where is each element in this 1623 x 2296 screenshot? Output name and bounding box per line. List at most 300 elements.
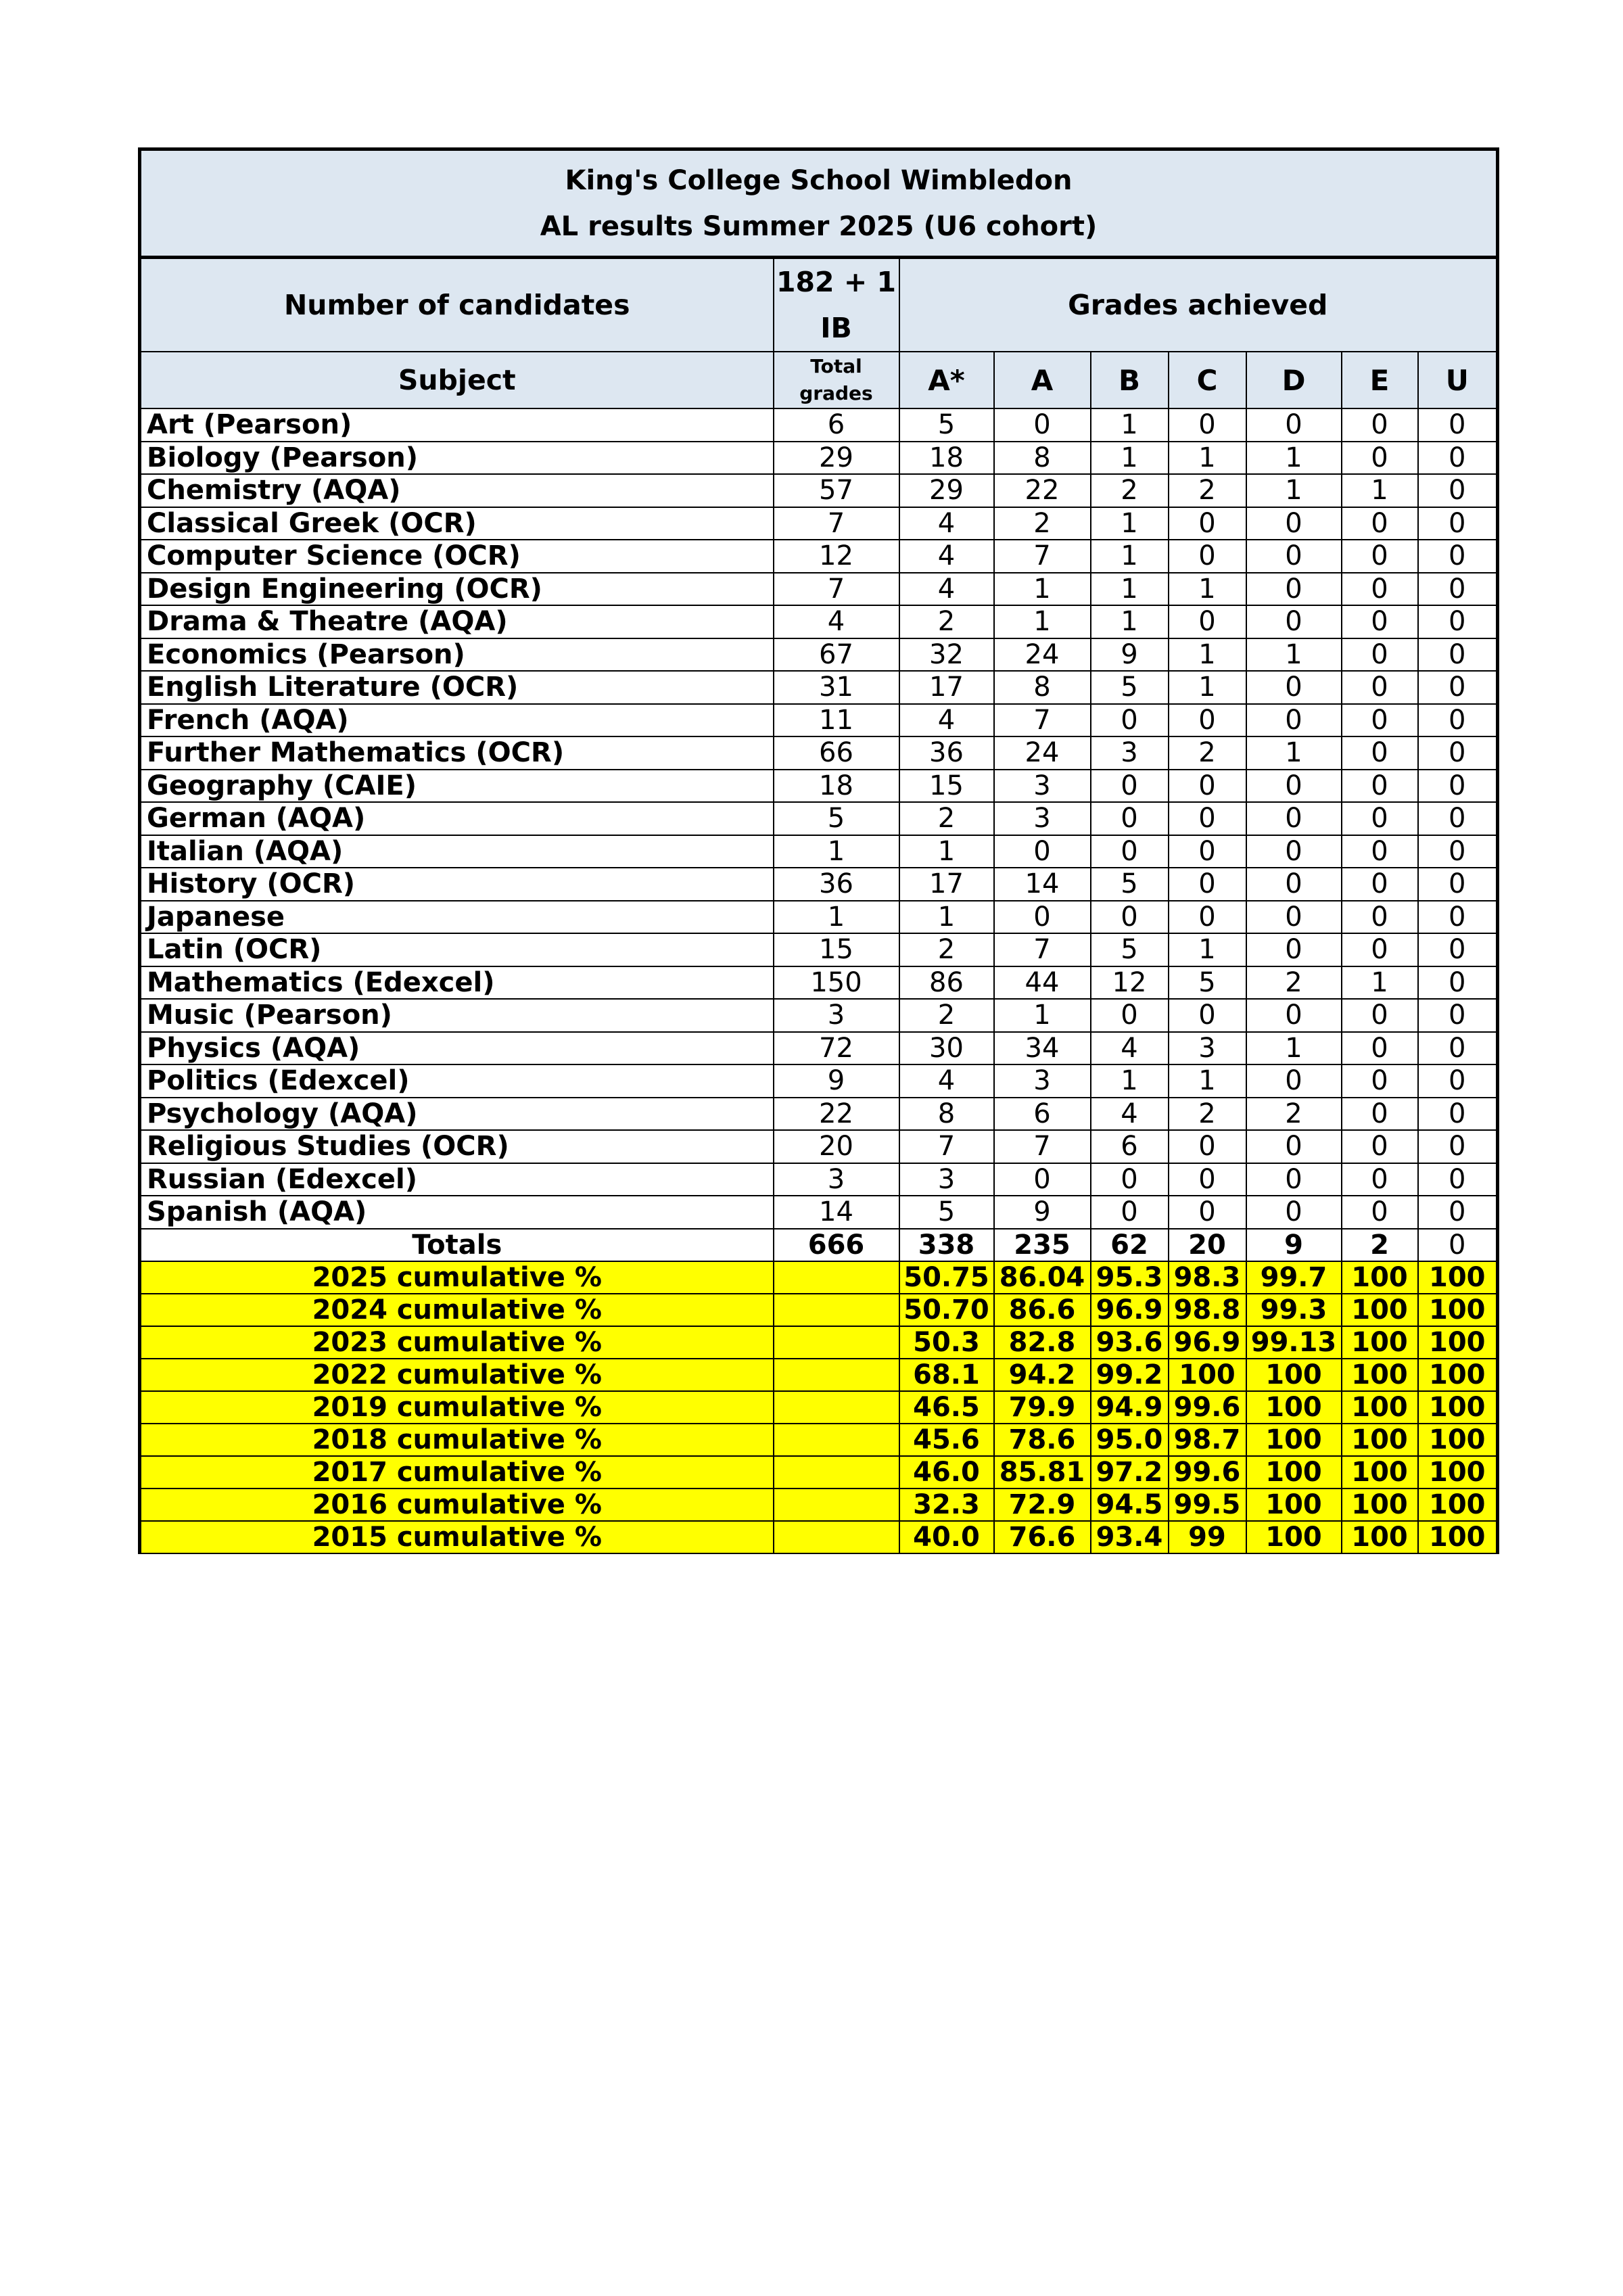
grade-count-d: 0 bbox=[1246, 802, 1342, 835]
cumulative-row bbox=[140, 1521, 1498, 1553]
cumulative-a: 82.8 bbox=[994, 1326, 1091, 1359]
grade-count-c: 0 bbox=[1169, 408, 1246, 442]
subject-row bbox=[140, 1130, 1498, 1163]
totals-grade-u: 0 bbox=[1418, 1229, 1498, 1261]
cumulative-c: 98.3 bbox=[1169, 1261, 1246, 1294]
subject-total: 29 bbox=[774, 442, 899, 475]
grade-header-c: C bbox=[1169, 352, 1246, 408]
subject-name: Latin (OCR) bbox=[140, 933, 774, 966]
subject-total: 4 bbox=[774, 605, 899, 638]
grade-count-a-star: 4 bbox=[899, 573, 994, 606]
grade-count-b: 5 bbox=[1091, 671, 1169, 704]
cumulative-row bbox=[140, 1261, 1498, 1294]
grade-header-a: A bbox=[994, 352, 1091, 408]
grade-count-a: 0 bbox=[994, 835, 1091, 868]
grade-count-c: 2 bbox=[1169, 474, 1246, 507]
subject-row bbox=[140, 1032, 1498, 1065]
grade-count-a: 7 bbox=[994, 540, 1091, 573]
cumulative-e: 100 bbox=[1342, 1521, 1418, 1553]
grade-count-d: 0 bbox=[1246, 901, 1342, 934]
cumulative-b: 93.6 bbox=[1091, 1326, 1169, 1359]
grade-count-u: 0 bbox=[1418, 901, 1498, 934]
subject-total: 67 bbox=[774, 638, 899, 672]
cumulative-c: 96.9 bbox=[1169, 1326, 1246, 1359]
cumulative-u: 100 bbox=[1418, 1391, 1498, 1424]
grade-count-b: 1 bbox=[1091, 605, 1169, 638]
subject-name: Economics (Pearson) bbox=[140, 638, 774, 672]
candidates-count bbox=[774, 258, 899, 352]
grade-count-a-star: 5 bbox=[899, 408, 994, 442]
totals-grade-a: 235 bbox=[994, 1229, 1091, 1261]
cumulative-d: 99.13 bbox=[1246, 1326, 1342, 1359]
cumulative-row bbox=[140, 1391, 1498, 1424]
grade-count-c: 0 bbox=[1169, 802, 1246, 835]
grade-count-a-star: 32 bbox=[899, 638, 994, 672]
grade-count-d: 0 bbox=[1246, 540, 1342, 573]
grade-count-u: 0 bbox=[1418, 1098, 1498, 1131]
subject-row bbox=[140, 638, 1498, 672]
cumulative-blank bbox=[774, 1261, 899, 1294]
subject-row bbox=[140, 408, 1498, 442]
results-title: AL results Summer 2025 (U6 cohort) bbox=[540, 210, 1098, 242]
grade-header-u: U bbox=[1418, 352, 1498, 408]
grade-count-b: 1 bbox=[1091, 408, 1169, 442]
grade-count-a: 7 bbox=[994, 704, 1091, 737]
subject-row bbox=[140, 507, 1498, 540]
cumulative-e: 100 bbox=[1342, 1294, 1418, 1326]
grade-count-u: 0 bbox=[1418, 868, 1498, 901]
cumulative-c: 100 bbox=[1169, 1359, 1246, 1391]
cumulative-a: 79.9 bbox=[994, 1391, 1091, 1424]
subject-row bbox=[140, 1064, 1498, 1098]
grade-count-c: 0 bbox=[1169, 605, 1246, 638]
grade-count-c: 2 bbox=[1169, 736, 1246, 770]
total-grades-line2: grades bbox=[799, 382, 873, 404]
grade-count-e: 0 bbox=[1342, 1064, 1418, 1098]
grade-count-a: 7 bbox=[994, 1130, 1091, 1163]
grade-count-a-star: 4 bbox=[899, 507, 994, 540]
grade-count-u: 0 bbox=[1418, 933, 1498, 966]
subject-total: 14 bbox=[774, 1196, 899, 1229]
grades-achieved-label: Grades achieved bbox=[899, 258, 1498, 352]
cumulative-c: 99.6 bbox=[1169, 1391, 1246, 1424]
cumulative-a: 78.6 bbox=[994, 1424, 1091, 1456]
cumulative-b: 93.4 bbox=[1091, 1521, 1169, 1553]
grade-count-d: 0 bbox=[1246, 770, 1342, 803]
grade-count-d: 0 bbox=[1246, 671, 1342, 704]
grade-count-a: 3 bbox=[994, 802, 1091, 835]
grade-count-u: 0 bbox=[1418, 835, 1498, 868]
grade-count-u: 0 bbox=[1418, 1163, 1498, 1196]
grade-count-e: 0 bbox=[1342, 704, 1418, 737]
cumulative-row bbox=[140, 1359, 1498, 1391]
subject-name: Classical Greek (OCR) bbox=[140, 507, 774, 540]
grade-count-d: 1 bbox=[1246, 474, 1342, 507]
cumulative-a: 76.6 bbox=[994, 1521, 1091, 1553]
cumulative-c: 98.7 bbox=[1169, 1424, 1246, 1456]
grade-count-u: 0 bbox=[1418, 671, 1498, 704]
grade-count-a-star: 1 bbox=[899, 835, 994, 868]
grade-count-b: 0 bbox=[1091, 835, 1169, 868]
cumulative-row bbox=[140, 1424, 1498, 1456]
subject-row bbox=[140, 966, 1498, 1000]
subject-name: Politics (Edexcel) bbox=[140, 1064, 774, 1098]
grade-count-c: 3 bbox=[1169, 1032, 1246, 1065]
grade-count-d: 0 bbox=[1246, 704, 1342, 737]
grade-header-a-star: A* bbox=[899, 352, 994, 408]
grade-count-b: 0 bbox=[1091, 1196, 1169, 1229]
grade-count-c: 1 bbox=[1169, 1064, 1246, 1098]
grade-count-e: 0 bbox=[1342, 999, 1418, 1032]
grade-count-c: 0 bbox=[1169, 507, 1246, 540]
grade-count-e: 0 bbox=[1342, 442, 1418, 475]
cumulative-a-star: 45.6 bbox=[899, 1424, 994, 1456]
grade-count-c: 0 bbox=[1169, 770, 1246, 803]
cumulative-e: 100 bbox=[1342, 1326, 1418, 1359]
grade-count-a-star: 1 bbox=[899, 901, 994, 934]
subject-total: 7 bbox=[774, 507, 899, 540]
grade-count-c: 0 bbox=[1169, 835, 1246, 868]
cumulative-b: 95.3 bbox=[1091, 1261, 1169, 1294]
cumulative-row bbox=[140, 1489, 1498, 1521]
grade-count-c: 2 bbox=[1169, 1098, 1246, 1131]
totals-total: 666 bbox=[774, 1229, 899, 1261]
grade-count-d: 1 bbox=[1246, 1032, 1342, 1065]
cumulative-c: 99.6 bbox=[1169, 1456, 1246, 1489]
cumulative-a: 72.9 bbox=[994, 1489, 1091, 1521]
grade-count-a: 1 bbox=[994, 999, 1091, 1032]
cumulative-label: 2023 cumulative % bbox=[140, 1326, 774, 1359]
grade-count-u: 0 bbox=[1418, 802, 1498, 835]
subject-name: Chemistry (AQA) bbox=[140, 474, 774, 507]
grade-count-a: 1 bbox=[994, 605, 1091, 638]
subject-row bbox=[140, 901, 1498, 934]
grade-count-d: 1 bbox=[1246, 638, 1342, 672]
grade-count-b: 3 bbox=[1091, 736, 1169, 770]
grade-count-a-star: 30 bbox=[899, 1032, 994, 1065]
grade-count-a: 2 bbox=[994, 507, 1091, 540]
grade-count-e: 0 bbox=[1342, 1098, 1418, 1131]
grade-count-d: 0 bbox=[1246, 868, 1342, 901]
grade-count-u: 0 bbox=[1418, 474, 1498, 507]
grade-count-u: 0 bbox=[1418, 966, 1498, 1000]
subject-total: 15 bbox=[774, 933, 899, 966]
grade-count-b: 0 bbox=[1091, 770, 1169, 803]
cumulative-a: 85.81 bbox=[994, 1456, 1091, 1489]
cumulative-a: 86.6 bbox=[994, 1294, 1091, 1326]
grade-count-e: 0 bbox=[1342, 770, 1418, 803]
cumulative-d: 100 bbox=[1246, 1489, 1342, 1521]
candidates-label: Number of candidates bbox=[140, 258, 774, 352]
grade-count-a: 14 bbox=[994, 868, 1091, 901]
cumulative-d: 100 bbox=[1246, 1456, 1342, 1489]
cumulative-blank bbox=[774, 1294, 899, 1326]
cumulative-label: 2017 cumulative % bbox=[140, 1456, 774, 1489]
subject-total: 18 bbox=[774, 770, 899, 803]
cumulative-a: 86.04 bbox=[994, 1261, 1091, 1294]
subject-row bbox=[140, 1098, 1498, 1131]
totals-grade-e: 2 bbox=[1342, 1229, 1418, 1261]
cumulative-label: 2022 cumulative % bbox=[140, 1359, 774, 1391]
grade-count-a: 8 bbox=[994, 671, 1091, 704]
cumulative-label: 2015 cumulative % bbox=[140, 1521, 774, 1553]
grade-count-b: 1 bbox=[1091, 540, 1169, 573]
grade-count-b: 4 bbox=[1091, 1098, 1169, 1131]
subject-row bbox=[140, 540, 1498, 573]
grade-count-a-star: 2 bbox=[899, 933, 994, 966]
subject-name: Mathematics (Edexcel) bbox=[140, 966, 774, 1000]
table-title bbox=[140, 149, 1498, 258]
grade-count-c: 1 bbox=[1169, 573, 1246, 606]
cumulative-a: 94.2 bbox=[994, 1359, 1091, 1391]
grade-count-b: 1 bbox=[1091, 507, 1169, 540]
cumulative-c: 98.8 bbox=[1169, 1294, 1246, 1326]
grade-count-a: 44 bbox=[994, 966, 1091, 1000]
grade-count-u: 0 bbox=[1418, 1032, 1498, 1065]
grade-count-d: 0 bbox=[1246, 1130, 1342, 1163]
subject-row bbox=[140, 835, 1498, 868]
grade-count-a: 24 bbox=[994, 736, 1091, 770]
subject-name: Drama & Theatre (AQA) bbox=[140, 605, 774, 638]
subject-row bbox=[140, 999, 1498, 1032]
grade-count-e: 0 bbox=[1342, 1196, 1418, 1229]
grade-count-c: 0 bbox=[1169, 540, 1246, 573]
subject-name: Russian (Edexcel) bbox=[140, 1163, 774, 1196]
grade-count-d: 0 bbox=[1246, 573, 1342, 606]
candidates-count-line1: 182 + 1 bbox=[776, 266, 896, 298]
grade-count-a: 8 bbox=[994, 442, 1091, 475]
grade-count-a: 22 bbox=[994, 474, 1091, 507]
cumulative-a-star: 46.0 bbox=[899, 1456, 994, 1489]
grade-count-c: 5 bbox=[1169, 966, 1246, 1000]
subject-name: German (AQA) bbox=[140, 802, 774, 835]
grade-count-a: 7 bbox=[994, 933, 1091, 966]
grade-count-b: 1 bbox=[1091, 573, 1169, 606]
grade-count-a-star: 3 bbox=[899, 1163, 994, 1196]
cumulative-a-star: 50.70 bbox=[899, 1294, 994, 1326]
grade-count-a-star: 7 bbox=[899, 1130, 994, 1163]
subject-name: English Literature (OCR) bbox=[140, 671, 774, 704]
grade-count-a: 3 bbox=[994, 770, 1091, 803]
subject-total: 3 bbox=[774, 1163, 899, 1196]
totals-grade-a-star: 338 bbox=[899, 1229, 994, 1261]
subject-row bbox=[140, 671, 1498, 704]
grade-count-u: 0 bbox=[1418, 408, 1498, 442]
title-row bbox=[140, 149, 1498, 258]
subject-row bbox=[140, 1196, 1498, 1229]
grade-count-b: 1 bbox=[1091, 442, 1169, 475]
subject-total: 1 bbox=[774, 835, 899, 868]
cumulative-b: 97.2 bbox=[1091, 1456, 1169, 1489]
subject-total: 1 bbox=[774, 901, 899, 934]
subject-total: 7 bbox=[774, 573, 899, 606]
grade-count-u: 0 bbox=[1418, 704, 1498, 737]
grade-count-e: 0 bbox=[1342, 802, 1418, 835]
grade-count-a-star: 17 bbox=[899, 671, 994, 704]
grade-count-u: 0 bbox=[1418, 999, 1498, 1032]
grade-count-e: 0 bbox=[1342, 901, 1418, 934]
school-name: King's College School Wimbledon bbox=[565, 164, 1073, 196]
grade-count-e: 0 bbox=[1342, 507, 1418, 540]
grade-count-u: 0 bbox=[1418, 1064, 1498, 1098]
grade-count-c: 0 bbox=[1169, 999, 1246, 1032]
cumulative-a-star: 68.1 bbox=[899, 1359, 994, 1391]
grade-count-a-star: 15 bbox=[899, 770, 994, 803]
grade-count-e: 0 bbox=[1342, 540, 1418, 573]
cumulative-label: 2024 cumulative % bbox=[140, 1294, 774, 1326]
subject-row bbox=[140, 736, 1498, 770]
grade-count-a-star: 2 bbox=[899, 605, 994, 638]
grade-count-a-star: 4 bbox=[899, 1064, 994, 1098]
candidates-count-line2: IB bbox=[820, 312, 852, 344]
grade-count-b: 2 bbox=[1091, 474, 1169, 507]
grade-header-b: B bbox=[1091, 352, 1169, 408]
cumulative-blank bbox=[774, 1391, 899, 1424]
grade-count-d: 0 bbox=[1246, 605, 1342, 638]
grade-count-c: 1 bbox=[1169, 933, 1246, 966]
cumulative-e: 100 bbox=[1342, 1261, 1418, 1294]
grade-count-u: 0 bbox=[1418, 1196, 1498, 1229]
cumulative-blank bbox=[774, 1456, 899, 1489]
subject-total: 11 bbox=[774, 704, 899, 737]
grade-count-a: 1 bbox=[994, 573, 1091, 606]
grade-count-b: 0 bbox=[1091, 999, 1169, 1032]
cumulative-d: 100 bbox=[1246, 1359, 1342, 1391]
grade-count-a-star: 86 bbox=[899, 966, 994, 1000]
cumulative-u: 100 bbox=[1418, 1294, 1498, 1326]
totals-row bbox=[140, 1229, 1498, 1261]
column-header-row bbox=[140, 352, 1498, 408]
subject-total: 12 bbox=[774, 540, 899, 573]
cumulative-d: 100 bbox=[1246, 1391, 1342, 1424]
grade-count-e: 0 bbox=[1342, 638, 1418, 672]
grade-count-c: 0 bbox=[1169, 901, 1246, 934]
grade-count-u: 0 bbox=[1418, 573, 1498, 606]
cumulative-b: 99.2 bbox=[1091, 1359, 1169, 1391]
subject-name: Psychology (AQA) bbox=[140, 1098, 774, 1131]
cumulative-a-star: 46.5 bbox=[899, 1391, 994, 1424]
subject-name: Further Mathematics (OCR) bbox=[140, 736, 774, 770]
grade-count-e: 0 bbox=[1342, 835, 1418, 868]
grade-count-a: 34 bbox=[994, 1032, 1091, 1065]
cumulative-a-star: 32.3 bbox=[899, 1489, 994, 1521]
cumulative-row bbox=[140, 1326, 1498, 1359]
grade-count-a: 3 bbox=[994, 1064, 1091, 1098]
subject-column-header: Subject bbox=[140, 352, 774, 408]
grade-count-e: 0 bbox=[1342, 1163, 1418, 1196]
grade-count-u: 0 bbox=[1418, 442, 1498, 475]
subject-total: 66 bbox=[774, 736, 899, 770]
grade-count-u: 0 bbox=[1418, 507, 1498, 540]
grade-count-a: 9 bbox=[994, 1196, 1091, 1229]
subject-total: 20 bbox=[774, 1130, 899, 1163]
grade-count-c: 0 bbox=[1169, 1196, 1246, 1229]
subject-name: Physics (AQA) bbox=[140, 1032, 774, 1065]
grade-count-u: 0 bbox=[1418, 540, 1498, 573]
grade-count-a-star: 18 bbox=[899, 442, 994, 475]
cumulative-b: 95.0 bbox=[1091, 1424, 1169, 1456]
grade-count-b: 1 bbox=[1091, 1064, 1169, 1098]
subject-name: Geography (CAIE) bbox=[140, 770, 774, 803]
grade-count-a: 0 bbox=[994, 408, 1091, 442]
grade-count-u: 0 bbox=[1418, 605, 1498, 638]
grade-count-d: 0 bbox=[1246, 408, 1342, 442]
grade-count-b: 9 bbox=[1091, 638, 1169, 672]
cumulative-d: 100 bbox=[1246, 1521, 1342, 1553]
grade-count-a-star: 4 bbox=[899, 704, 994, 737]
grade-count-e: 1 bbox=[1342, 474, 1418, 507]
grade-count-d: 0 bbox=[1246, 933, 1342, 966]
grade-count-e: 0 bbox=[1342, 736, 1418, 770]
cumulative-label: 2018 cumulative % bbox=[140, 1424, 774, 1456]
grade-count-a-star: 2 bbox=[899, 999, 994, 1032]
grade-count-d: 2 bbox=[1246, 1098, 1342, 1131]
grade-count-e: 0 bbox=[1342, 408, 1418, 442]
subject-name: History (OCR) bbox=[140, 868, 774, 901]
grade-count-e: 0 bbox=[1342, 933, 1418, 966]
cumulative-label: 2016 cumulative % bbox=[140, 1489, 774, 1521]
grade-count-d: 0 bbox=[1246, 1163, 1342, 1196]
grade-count-c: 0 bbox=[1169, 1163, 1246, 1196]
cumulative-u: 100 bbox=[1418, 1359, 1498, 1391]
totals-grade-b: 62 bbox=[1091, 1229, 1169, 1261]
grade-count-b: 5 bbox=[1091, 933, 1169, 966]
subject-name: Italian (AQA) bbox=[140, 835, 774, 868]
grade-count-c: 1 bbox=[1169, 442, 1246, 475]
grade-count-b: 12 bbox=[1091, 966, 1169, 1000]
grade-count-d: 0 bbox=[1246, 999, 1342, 1032]
subject-name: Computer Science (OCR) bbox=[140, 540, 774, 573]
grade-count-e: 0 bbox=[1342, 868, 1418, 901]
subject-name: Japanese bbox=[140, 901, 774, 934]
cumulative-a-star: 50.3 bbox=[899, 1326, 994, 1359]
grade-count-b: 0 bbox=[1091, 802, 1169, 835]
subject-row bbox=[140, 605, 1498, 638]
grade-count-a-star: 4 bbox=[899, 540, 994, 573]
grade-header-e: E bbox=[1342, 352, 1418, 408]
subject-total: 5 bbox=[774, 802, 899, 835]
subject-row bbox=[140, 704, 1498, 737]
grade-count-d: 0 bbox=[1246, 835, 1342, 868]
subject-name: Religious Studies (OCR) bbox=[140, 1130, 774, 1163]
grade-count-u: 0 bbox=[1418, 1130, 1498, 1163]
subject-name: Music (Pearson) bbox=[140, 999, 774, 1032]
grade-count-a-star: 29 bbox=[899, 474, 994, 507]
totals-label: Totals bbox=[140, 1229, 774, 1261]
grade-count-e: 0 bbox=[1342, 573, 1418, 606]
cumulative-label: 2025 cumulative % bbox=[140, 1261, 774, 1294]
totals-grade-c: 20 bbox=[1169, 1229, 1246, 1261]
subject-total: 57 bbox=[774, 474, 899, 507]
cumulative-blank bbox=[774, 1424, 899, 1456]
cumulative-blank bbox=[774, 1359, 899, 1391]
grade-count-b: 0 bbox=[1091, 901, 1169, 934]
cumulative-b: 96.9 bbox=[1091, 1294, 1169, 1326]
cumulative-e: 100 bbox=[1342, 1489, 1418, 1521]
grade-count-u: 0 bbox=[1418, 736, 1498, 770]
grade-count-b: 0 bbox=[1091, 1163, 1169, 1196]
subject-total: 3 bbox=[774, 999, 899, 1032]
grade-count-e: 0 bbox=[1342, 671, 1418, 704]
subject-row bbox=[140, 573, 1498, 606]
grade-count-d: 0 bbox=[1246, 1196, 1342, 1229]
subject-row bbox=[140, 442, 1498, 475]
grade-count-a-star: 5 bbox=[899, 1196, 994, 1229]
subject-total: 6 bbox=[774, 408, 899, 442]
cumulative-e: 100 bbox=[1342, 1391, 1418, 1424]
grade-count-a-star: 2 bbox=[899, 802, 994, 835]
cumulative-row bbox=[140, 1294, 1498, 1326]
